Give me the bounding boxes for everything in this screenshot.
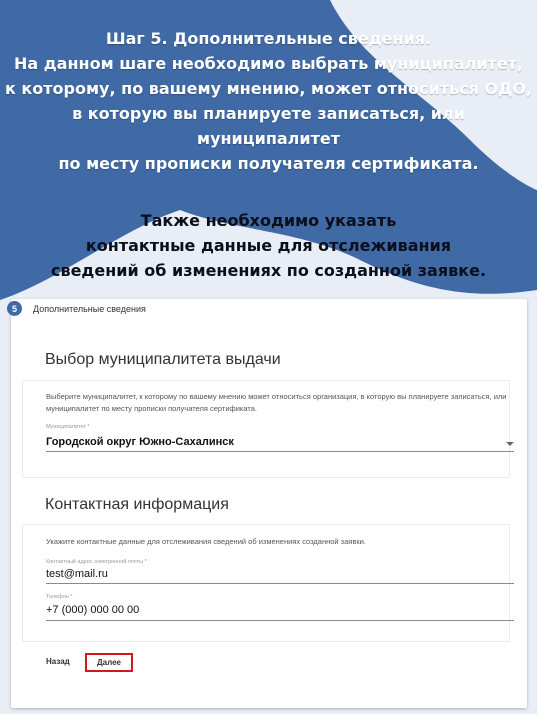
headline-line: в которую вы планируете записаться, или муниципалитет: [72, 104, 465, 148]
step-title: Дополнительные сведения: [33, 304, 146, 314]
back-button[interactable]: Назад: [46, 657, 70, 666]
email-field-label: Контактный адрес электронной почты *: [46, 559, 147, 565]
subheadline-line: контактные данные для отслеживания: [85, 236, 452, 255]
municipality-select[interactable]: Городской округ Южно-Сахалинск: [46, 436, 234, 448]
phone-field-label: Телефон *: [46, 594, 73, 600]
subheadline-line: сведений об изменениях по созданной заявке.: [50, 261, 487, 280]
caret-down-icon[interactable]: [506, 442, 514, 446]
contacts-section-title: Контактная информация: [45, 496, 229, 513]
headline-line: по месту прописки получателя сертификата.: [58, 154, 479, 173]
subheadline: [0, 208, 537, 283]
headline-line: к которому, по вашему мнению, может относиться ОДО,: [4, 79, 532, 98]
next-button[interactable]: Далее: [85, 653, 133, 672]
subheadline-line: Также необходимо указать: [140, 211, 397, 230]
contacts-description: Укажите контактные данные для отслеживания сведений об изменениях созданной заявки.: [46, 537, 366, 546]
headline-line: На данном шаге необходимо выбрать муниципалитет,: [13, 54, 524, 73]
municipality-select-underline: [46, 451, 514, 452]
email-field-underline: [46, 583, 514, 584]
phone-field-underline: [46, 620, 514, 621]
phone-field[interactable]: +7 (000) 000 00 00: [46, 604, 140, 616]
step-number-badge: 5: [7, 301, 22, 316]
municipality-section-title: Выбор муниципалитета выдачи: [45, 351, 281, 368]
municipality-description: Выберите муниципалитет, к которому по вашему мнению может относиться организация, в которую вы планируете записаться, или муниципалитет по месту прописки получателя сертификата.: [46, 392, 507, 413]
municipality-field-label: Муниципалитет *: [46, 424, 90, 430]
headline: [0, 26, 537, 176]
email-field[interactable]: test@mail.ru: [46, 568, 108, 580]
headline-line: Шаг 5. Дополнительные сведения.: [105, 29, 432, 48]
